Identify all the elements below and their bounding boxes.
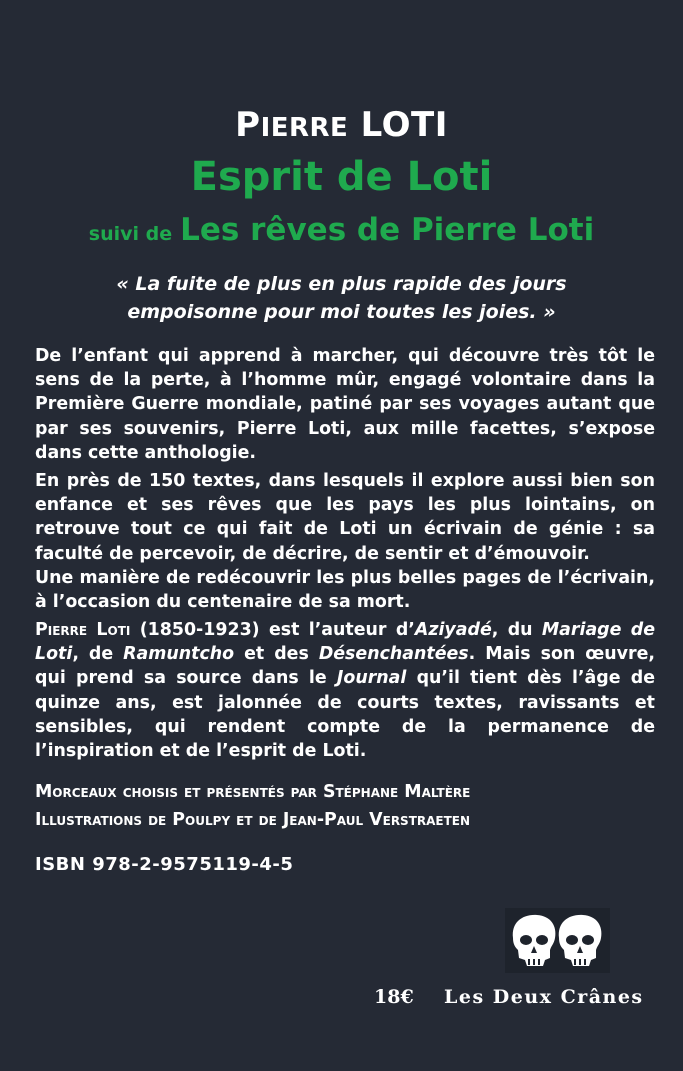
quote-line-1: « La fuite de plus en plus rapide des jours xyxy=(116,273,567,295)
author-first-rest: IERRE xyxy=(260,113,349,143)
blurb-paragraph-2a: En près de 150 textes, dans lesquels il explore aussi bien son enfance et ses rêves que les pays les plus lointains, on retrouve tout ce qui fait de Loti un écrivain de génie : sa faculté de percevoir, de décrire, de sentir et d’émouvoir. xyxy=(35,471,655,564)
book-subtitle xyxy=(0,212,683,248)
isbn: ISBN 978-2-9575119-4-5 xyxy=(35,854,294,875)
bio-text: , du xyxy=(491,620,542,640)
author-first-initial: P xyxy=(235,105,261,145)
bio-text: . Mais son œuvre, qui prend sa source dans le xyxy=(35,644,655,689)
author-last-name: LOTI xyxy=(360,105,448,145)
bio-author-name: Pierre Loti xyxy=(35,620,131,640)
work-title: Aziyadé xyxy=(414,620,492,640)
author-bio-paragraph xyxy=(35,618,655,763)
book-title: Esprit de Loti xyxy=(190,154,493,200)
epigraph-quote xyxy=(60,270,623,326)
work-title: Journal xyxy=(336,668,407,689)
credits xyxy=(35,778,655,834)
bio-text: , de xyxy=(72,644,124,665)
work-title: Désenchantées xyxy=(318,644,469,665)
bio-text: et des xyxy=(234,644,319,665)
bio-text: (1850-1923) est l’auteur d’ xyxy=(130,620,415,640)
work-title: Mariage de Loti xyxy=(35,620,655,665)
blurb-paragraph-1: De l’enfant qui apprend à marcher, qui découvre très tôt le sens de la perte, à l’homme mûr, engagé volontaire dans la Première Guerre mondiale, patiné par ses voyages autant que par ses souvenirs, Pierre Loti, aux mille facettes, s’expose dans cette anthologie. xyxy=(35,346,655,463)
blurb-paragraph-2b: Une manière de redécouvrir les plus belles pages de l’écrivain, à l’occasion du centenaire de sa mort. xyxy=(35,567,655,613)
publisher-name: Les Deux Crânes xyxy=(444,986,644,1008)
work-title: Ramuntcho xyxy=(123,644,235,665)
credits-line-illustrations: Illustrations de Poulpy et de Jean-Paul Verstraeten xyxy=(35,810,471,830)
subtitle-title: Les rêves de Pierre Loti xyxy=(180,212,595,248)
blurb-paragraph-2 xyxy=(35,469,655,614)
quote-line-2: empoisonne pour moi toutes les joies. » xyxy=(127,301,556,323)
two-skulls-icon xyxy=(505,908,610,973)
bio-text: qu’il tient dès l’âge de quinze ans, est jalonnée de courts textes, ravissants et sensibles, qui rendent compte de la permanence de l’inspiration et de l’esprit de Loti. xyxy=(35,668,655,762)
price: 18€ xyxy=(374,986,414,1008)
credits-line-selection: Morceaux choisis et présentés par Stéphane Maltère xyxy=(35,782,471,802)
author-name xyxy=(0,105,683,145)
subtitle-prefix: suivi de xyxy=(88,223,173,245)
